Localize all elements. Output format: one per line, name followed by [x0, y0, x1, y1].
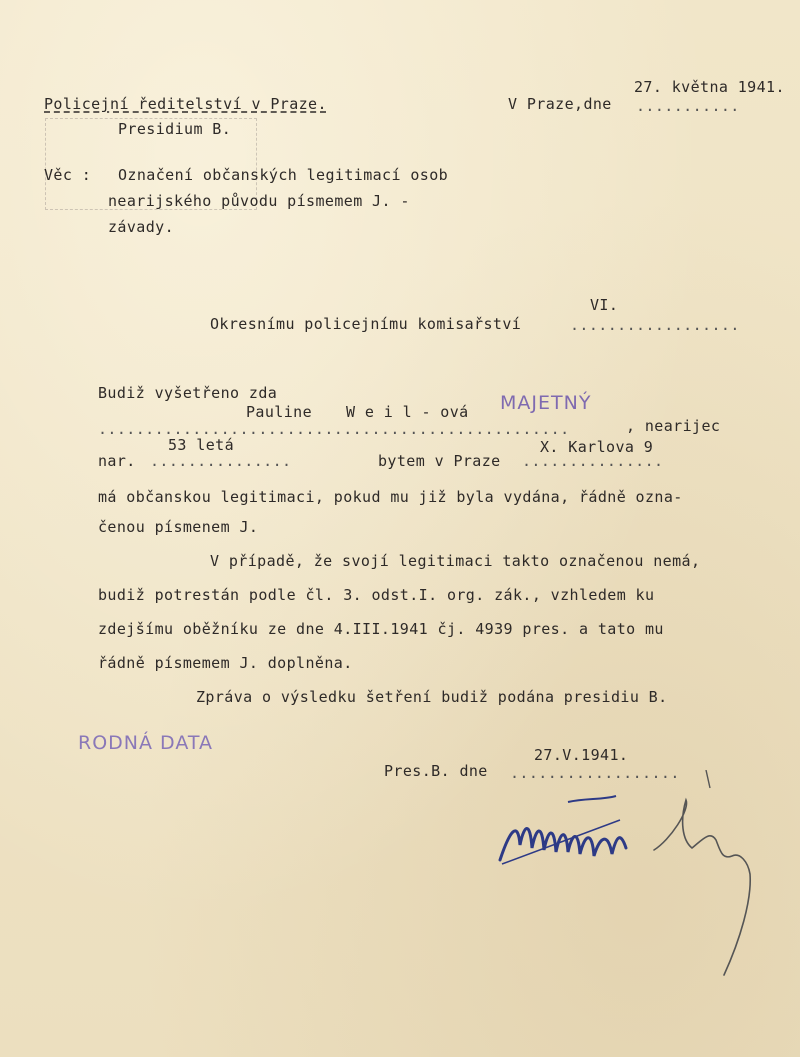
majetny-stamp: MAJETNÝ: [500, 392, 592, 414]
footer-label: Pres.B. dne: [384, 762, 488, 780]
paragraph-2-line-2: budiž potrestán podle čl. 3. odst.I. org. zák., vzhledem ku: [98, 586, 655, 604]
subject-line-3: závady.: [108, 218, 175, 236]
paragraph-2-line-3: zdejšímu oběžníku ze dne 4.III.1941 čj. 4939 pres. a tato mu: [98, 620, 664, 638]
place-date-label: V Praze,dne: [508, 95, 612, 113]
person-last-name: W e i l - ová: [346, 403, 469, 421]
born-dots: ...............: [150, 452, 292, 470]
nonaryan-label: , nearijec: [626, 417, 721, 435]
paragraph-2-line-1: V případě, že svojí legitimaci takto označenou nemá,: [210, 552, 701, 570]
residence-label: bytem v Praze: [378, 452, 501, 470]
subject-line-1: Označení občanských legitimací osob: [118, 166, 449, 184]
department-name: Presidium B.: [118, 120, 232, 138]
paragraph-2-line-4: řádně písmemem J. doplněna.: [98, 654, 353, 672]
addressee-dots: ..................: [570, 316, 740, 334]
person-first-name: Pauline: [246, 403, 313, 421]
blue-signature: [490, 790, 640, 880]
footer-dots: ..................: [510, 764, 680, 782]
intro-text: Budiž vyšetřeno zda: [98, 384, 278, 402]
header-date: 27. května 1941.: [634, 78, 785, 96]
addressee-label: Okresnímu policejnímu komisařství: [210, 315, 522, 333]
subject-label: Věc :: [44, 166, 92, 184]
subject-line-2: nearijského původu písmemem J. -: [108, 192, 410, 210]
gray-signature: [640, 770, 780, 990]
address-dots: ...............: [522, 452, 664, 470]
paragraph-1-line-2: čenou písmenem J.: [98, 518, 259, 536]
address: X. Karlova 9: [540, 438, 654, 456]
district-number: VI.: [590, 296, 619, 314]
paragraph-1-line-1: má občanskou legitimaci, pokud mu již byla vydána, řádně ozna-: [98, 488, 683, 506]
paragraph-3: Zpráva o výsledku šetření budiž podána presidiu B.: [196, 688, 668, 706]
age: 53 letá: [168, 436, 235, 454]
date-dots: ...........: [636, 97, 740, 115]
footer-date: 27.V.1941.: [534, 746, 629, 764]
name-dots: ..................................................: [98, 420, 570, 438]
born-label: nar.: [98, 452, 136, 470]
office-name: Policejní ředitelství v Praze.: [44, 95, 327, 113]
rodna-data-stamp: RODNÁ DATA: [78, 732, 213, 754]
